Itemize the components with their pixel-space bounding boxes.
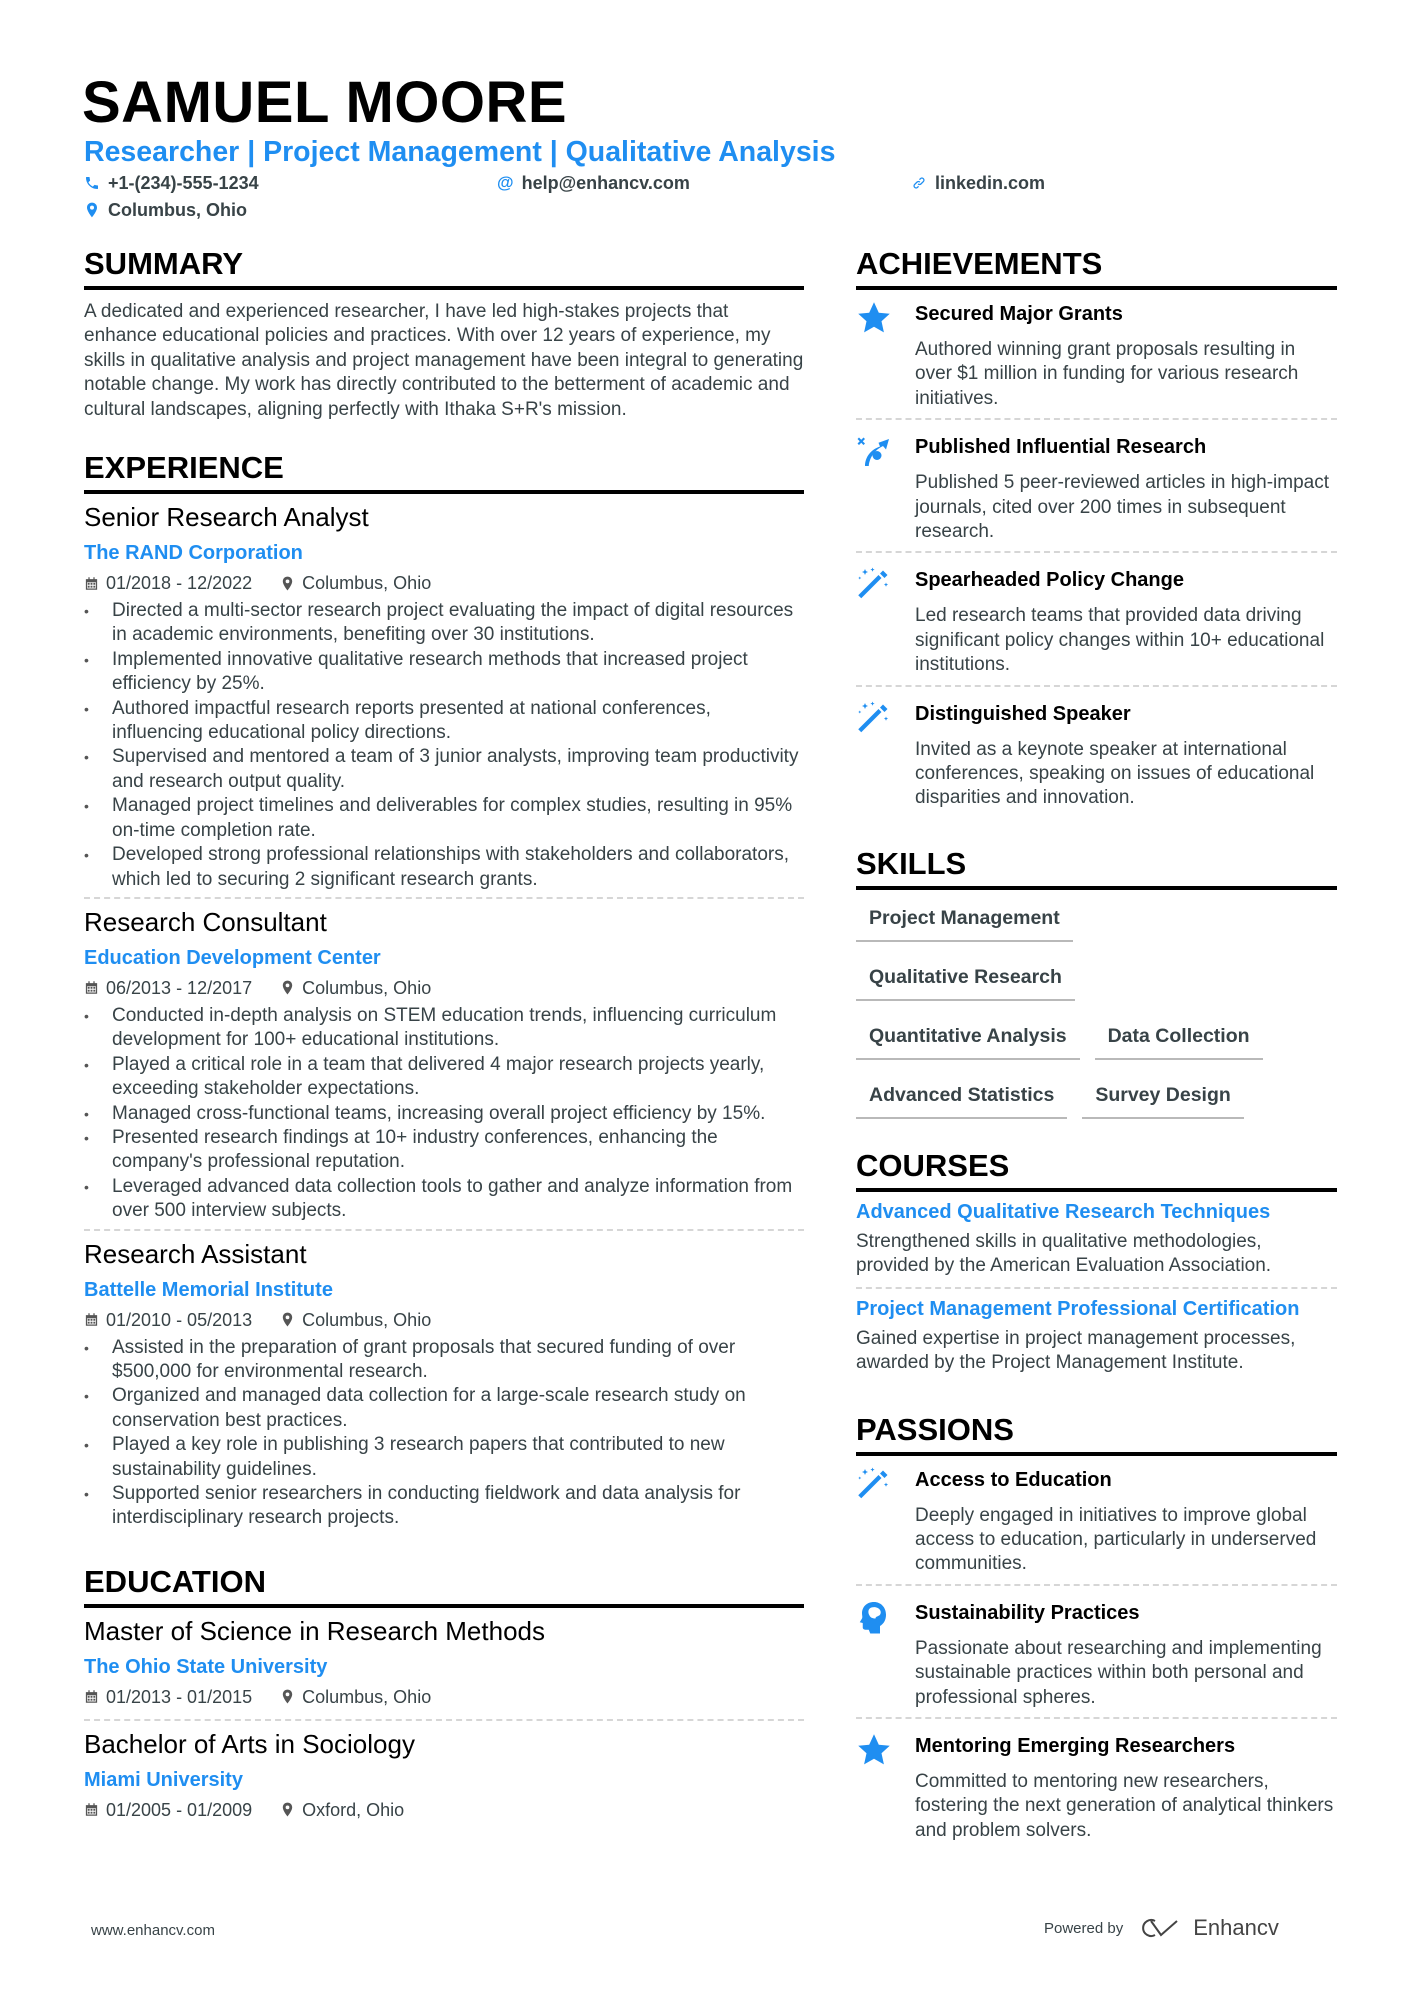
enhancv-logo-icon: [1139, 1916, 1183, 1940]
powered-by-label: Powered by: [1044, 1919, 1124, 1937]
bullet: • Managed project timelines and deliverables for complex studies, resulting in 95% on-time completion rate.: [84, 794, 804, 843]
candidate-name: SAMUEL MOORE: [82, 70, 568, 135]
item-title: Published Influential Research: [915, 436, 1207, 459]
head-brain-icon: [856, 1599, 892, 1635]
job-entry: [84, 906, 804, 1231]
course-description: Gained expertise in project management processes, awarded by the Project Management Institute.: [856, 1327, 1296, 1374]
summary-section: [84, 246, 804, 422]
bullet: • Managed cross-functional teams, increasing overall project efficiency by 15%.: [84, 1102, 804, 1126]
course-title[interactable]: Project Management Professional Certification: [856, 1297, 1300, 1320]
job-entry: [84, 501, 804, 899]
job-title: Research Consultant: [84, 906, 327, 937]
star-icon: [856, 1732, 892, 1768]
bullet: • Assisted in the preparation of grant proposals that secured funding of over $500,000 for environmental research.: [84, 1336, 804, 1385]
location-pin-icon: [280, 980, 295, 995]
course-title[interactable]: Advanced Qualitative Research Techniques: [856, 1200, 1271, 1223]
meta-row: [84, 976, 804, 1000]
summary-heading: SUMMARY: [84, 246, 804, 290]
achievements-item: [856, 700, 1337, 818]
bullet: • Implemented innovative qualitative research methods that increased project efficiency by 25%.: [84, 648, 804, 697]
passions-section: [856, 1412, 1337, 1851]
achievements-item: [856, 300, 1337, 420]
skill-tag: Project Management: [856, 906, 1073, 942]
experience-section: [84, 450, 804, 1536]
dates: 01/2010 - 05/2013: [106, 1309, 253, 1330]
bullet: • Presented research findings at 10+ industry conferences, enhancing the company's professional reputation.: [84, 1126, 804, 1175]
school-name[interactable]: Miami University: [84, 1768, 243, 1791]
job-entry: [84, 1238, 804, 1536]
calendar-icon: [84, 1689, 99, 1704]
calendar-icon: [84, 1802, 99, 1817]
skill-tag: Advanced Statistics: [856, 1083, 1067, 1119]
job-title: Research Assistant: [84, 1238, 307, 1269]
contact-phone: [84, 171, 259, 195]
location-pin-icon: [280, 1689, 295, 1704]
location-text: Oxford, Ohio: [302, 1799, 405, 1820]
location-text: Columbus, Ohio: [108, 200, 247, 220]
achievements-item: [856, 566, 1337, 686]
dates: 01/2005 - 01/2009: [106, 1799, 253, 1820]
experience-heading: EXPERIENCE: [84, 450, 804, 494]
magic-wand-icon: [856, 566, 892, 602]
courses-section: [856, 1148, 1337, 1384]
strategy-icon: [856, 433, 892, 469]
meta-row: [84, 1798, 804, 1822]
enhancv-logo[interactable]: [1139, 1915, 1279, 1941]
item-title: Sustainability Practices: [915, 1601, 1140, 1624]
dates: 06/2013 - 12/2017: [106, 977, 253, 998]
calendar-icon: [84, 1312, 99, 1327]
degree: Bachelor of Arts in Sociology: [84, 1728, 415, 1759]
at-icon: @: [497, 173, 514, 192]
phone-text[interactable]: +1-(234)-555-1234: [108, 173, 259, 193]
passions-heading: PASSIONS: [856, 1412, 1337, 1456]
bullet: • Played a key role in publishing 3 research papers that contributed to new sustainability guidelines.: [84, 1433, 804, 1482]
left-column: [84, 246, 804, 1832]
bullet: • Organized and managed data collection for a large-scale research study on conservation best practices.: [84, 1384, 804, 1433]
school-name[interactable]: The Ohio State University: [84, 1655, 328, 1678]
achievements-item: [856, 433, 1337, 553]
skill-tag: Data Collection: [1095, 1024, 1263, 1060]
item-description: Invited as a keynote speaker at international conferences, speaking on issues of educational disparities and innovation.: [915, 738, 1315, 809]
skills-section: [856, 846, 1337, 1142]
education-entry: [84, 1615, 804, 1721]
link-icon: [911, 175, 927, 191]
candidate-title: Researcher | Project Management | Qualitative Analysis: [84, 136, 836, 168]
job-title: Senior Research Analyst: [84, 502, 369, 533]
passions-item: [856, 1466, 1337, 1586]
location: [280, 571, 431, 595]
bullet: • Directed a multi-sector research project evaluating the impact of digital resources in academic environments, benefiting over 30 institutions.: [84, 599, 804, 648]
linkedin-text[interactable]: linkedin.com: [935, 173, 1046, 193]
bullet: • Leveraged advanced data collection tools to gather and analyze information from over 500 interview subjects.: [84, 1175, 804, 1224]
location: [280, 1685, 431, 1709]
location-pin-icon: [280, 576, 295, 591]
education-entry: [84, 1728, 804, 1832]
company-name[interactable]: Battelle Memorial Institute: [84, 1278, 333, 1301]
location: [280, 1798, 404, 1822]
calendar-icon: [84, 576, 99, 591]
location-pin-icon: [280, 1802, 295, 1817]
bullet: • Played a critical role in a team that delivered 4 major research projects yearly, exceeding stakeholder expectations.: [84, 1053, 804, 1102]
meta-row: [84, 1685, 804, 1709]
phone-icon: [84, 175, 100, 191]
item-description: Deeply engaged in initiatives to improve global access to education, particularly in underserved communities.: [915, 1504, 1317, 1575]
skills-heading: SKILLS: [856, 846, 1337, 890]
skill-tag: Quantitative Analysis: [856, 1024, 1080, 1060]
skill-tag: Qualitative Research: [856, 965, 1075, 1001]
meta-row: [84, 1308, 804, 1332]
item-description: Committed to mentoring new researchers, fostering the next generation of analytical thinkers and problem solvers.: [915, 1770, 1334, 1841]
item-title: Mentoring Emerging Researchers: [915, 1734, 1236, 1757]
location: [280, 1308, 431, 1332]
meta-row: [84, 571, 804, 595]
calendar-icon: [84, 980, 99, 995]
passions-item: [856, 1732, 1337, 1850]
item-description: Published 5 peer-reviewed articles in high-impact journals, cited over 200 times in subsequent research.: [915, 472, 1329, 543]
summary-text: A dedicated and experienced researcher, I have led high-stakes projects that enhance educational policies and practices. With over 12 years of experience, my skills in qualitative analysis and project management have been integral to generating notable change. My work has directly contributed to the betterment of academic and cultural landscapes, aligning perfectly with Ithaka S+R's mission.: [84, 301, 804, 420]
magic-wand-icon: [856, 700, 892, 736]
email-text[interactable]: help@enhancv.com: [521, 173, 690, 193]
brand-name: Enhancv: [1193, 1915, 1279, 1940]
education-section: [84, 1564, 804, 1832]
bullet: • Authored impactful research reports presented at national conferences, influencing educational policy directions.: [84, 697, 804, 746]
right-column: [856, 246, 1337, 1850]
dates: 01/2018 - 12/2022: [106, 573, 253, 594]
location-pin-icon: [84, 202, 100, 218]
location: [280, 976, 431, 1000]
contact-email: [497, 171, 690, 195]
location-text: Columbus, Ohio: [302, 573, 432, 594]
location-text: Columbus, Ohio: [302, 1309, 432, 1330]
bullet: • Conducted in-depth analysis on STEM education trends, influencing curriculum development for 100+ educational institutions.: [84, 1004, 804, 1053]
skill-tag: Survey Design: [1082, 1083, 1243, 1119]
item-description: Led research teams that provided data driving significant policy changes within 10+ educational institutions.: [915, 605, 1325, 676]
courses-heading: COURSES: [856, 1148, 1337, 1192]
bullet-list: [84, 599, 804, 892]
item-title: Distinguished Speaker: [915, 702, 1131, 725]
footer-powered-by: [1044, 1915, 1279, 1941]
item-description: Passionate about researching and implementing sustainable practices within both personal and professional spheres.: [915, 1637, 1322, 1708]
star-icon: [856, 300, 892, 336]
item-title: Secured Major Grants: [915, 303, 1123, 325]
education-heading: EDUCATION: [84, 1564, 804, 1608]
bullet: • Supervised and mentored a team of 3 junior analysts, improving team productivity and research output quality.: [84, 745, 804, 794]
passions-item: [856, 1599, 1337, 1719]
degree: Master of Science in Research Methods: [84, 1615, 545, 1646]
achievements-heading: ACHIEVEMENTS: [856, 246, 1337, 290]
bullet-list: [84, 1336, 804, 1531]
bullet: • Supported senior researchers in conducting fieldwork and data analysis for interdisciplinary research projects.: [84, 1482, 804, 1531]
location-text: Columbus, Ohio: [302, 1686, 432, 1707]
course-description: Strengthened skills in qualitative methodologies, provided by the American Evaluation Association.: [856, 1230, 1272, 1277]
course-entry: [856, 1200, 1337, 1289]
contact-linkedin: [911, 171, 1045, 195]
company-name[interactable]: The RAND Corporation: [84, 542, 303, 565]
bullet-list: [84, 1004, 804, 1224]
company-name[interactable]: Education Development Center: [84, 946, 381, 969]
contact-location: [84, 198, 247, 222]
location-text: Columbus, Ohio: [302, 977, 432, 998]
item-description: Authored winning grant proposals resulting in over $1 million in funding for various research initiatives.: [915, 339, 1299, 409]
achievements-section: [856, 246, 1337, 818]
course-entry: [856, 1297, 1337, 1384]
magic-wand-icon: [856, 1466, 892, 1502]
item-title: Access to Education: [915, 1468, 1112, 1491]
footer-website[interactable]: www.enhancv.com: [91, 1922, 215, 1939]
item-title: Spearheaded Policy Change: [915, 569, 1184, 592]
location-pin-icon: [280, 1312, 295, 1327]
bullet: • Developed strong professional relationships with stakeholders and collaborators, which led to securing 2 significant research grants.: [84, 843, 804, 892]
dates: 01/2013 - 01/2015: [106, 1686, 253, 1707]
